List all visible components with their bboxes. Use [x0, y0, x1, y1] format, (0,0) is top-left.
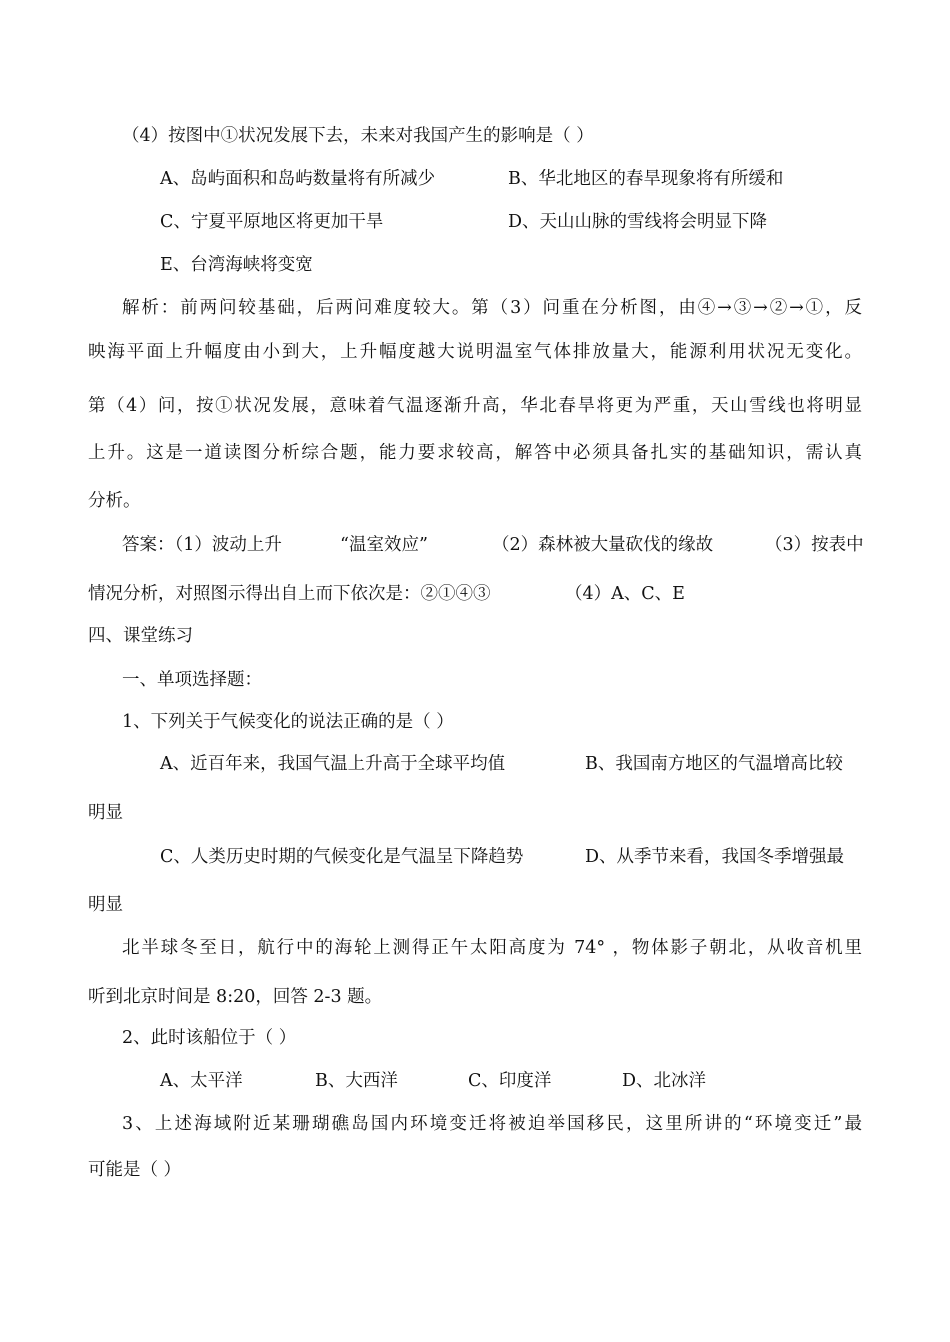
exercise-1-option-d: D、从季节来看，我国冬季增强最	[585, 847, 845, 867]
answer-part-2: “温室效应”	[340, 535, 428, 555]
analysis-line-3: 第（4）问，按①状况发展，意味着气温逐渐升高，华北春旱将更为严重，天山雪线也将明显	[88, 396, 862, 416]
exercise-1-option-c: C、人类历史时期的气候变化是气温呈下降趋势	[160, 847, 524, 867]
exercise-1-option-a: A、近百年来，我国气温上升高于全球平均值	[160, 754, 506, 774]
exercise-2-option-d: D、北冰洋	[622, 1071, 707, 1091]
answer-line-2-part-2: （4）A、C、E	[565, 584, 685, 604]
analysis-line-2: 映海平面上升幅度由小到大，上升幅度越大说明温室气体排放量大，能源利用状况无变化。	[88, 342, 862, 362]
exercise-2-option-a: A、太平洋	[160, 1071, 243, 1091]
context-line-2: 听到北京时间是 8:20，回答 2-3 题。	[88, 987, 383, 1007]
question-4-option-c: C、宁夏平原地区将更加干旱	[160, 212, 384, 232]
analysis-line-5: 分析。	[88, 491, 141, 511]
question-4-option-b: B、华北地区的春旱现象将有所缓和	[508, 169, 784, 189]
answer-part-1: 答案：（1）波动上升	[122, 535, 282, 555]
exercise-1-option-d-cont: 明显	[88, 895, 123, 915]
exercise-2-option-b: B、大西洋	[315, 1071, 398, 1091]
answer-part-4: （3）按表中	[765, 535, 864, 555]
exercise-1-stem: 1、下列关于气候变化的说法正确的是（ ）	[122, 712, 454, 732]
answer-line-2-part-1: 情况分析，对照图示得出自上而下依次是：②①④③	[88, 584, 491, 604]
section-sub-heading: 一、单项选择题：	[122, 670, 262, 690]
exercise-3-line-1: 3、上述海域附近某珊瑚礁岛国内环境变迁将被迫举国移民，这里所讲的“环境变迁”最	[122, 1114, 862, 1134]
exercise-2-option-c: C、印度洋	[468, 1071, 552, 1091]
exercise-3-line-2: 可能是（ ）	[88, 1160, 182, 1180]
question-4-stem: （4）按图中①状况发展下去，未来对我国产生的影响是（ ）	[122, 126, 594, 146]
question-4-option-d: D、天山山脉的雪线将会明显下降	[508, 212, 768, 232]
question-4-option-e: E、台湾海峡将变宽	[160, 255, 313, 275]
exercise-1-option-b-cont: 明显	[88, 803, 123, 823]
section-heading: 四、课堂练习	[88, 626, 193, 646]
question-4-option-a: A、岛屿面积和岛屿数量将有所减少	[160, 169, 436, 189]
analysis-line-1: 解析：前两问较基础，后两问难度较大。第（3）问重在分析图，由④→③→②→①，反	[122, 298, 862, 318]
exercise-1-option-b: B、我国南方地区的气温增高比较	[585, 754, 843, 774]
exercise-2-stem: 2、此时该船位于（ ）	[122, 1028, 297, 1048]
context-line-1: 北半球冬至日，航行中的海轮上测得正午太阳高度为 74° ，物体影子朝北，从收音机里	[122, 938, 862, 958]
analysis-line-4: 上升。这是一道读图分析综合题，能力要求较高，解答中必须具备扎实的基础知识，需认真	[88, 443, 862, 463]
answer-part-3: （2）森林被大量砍伐的缘故	[492, 535, 714, 555]
